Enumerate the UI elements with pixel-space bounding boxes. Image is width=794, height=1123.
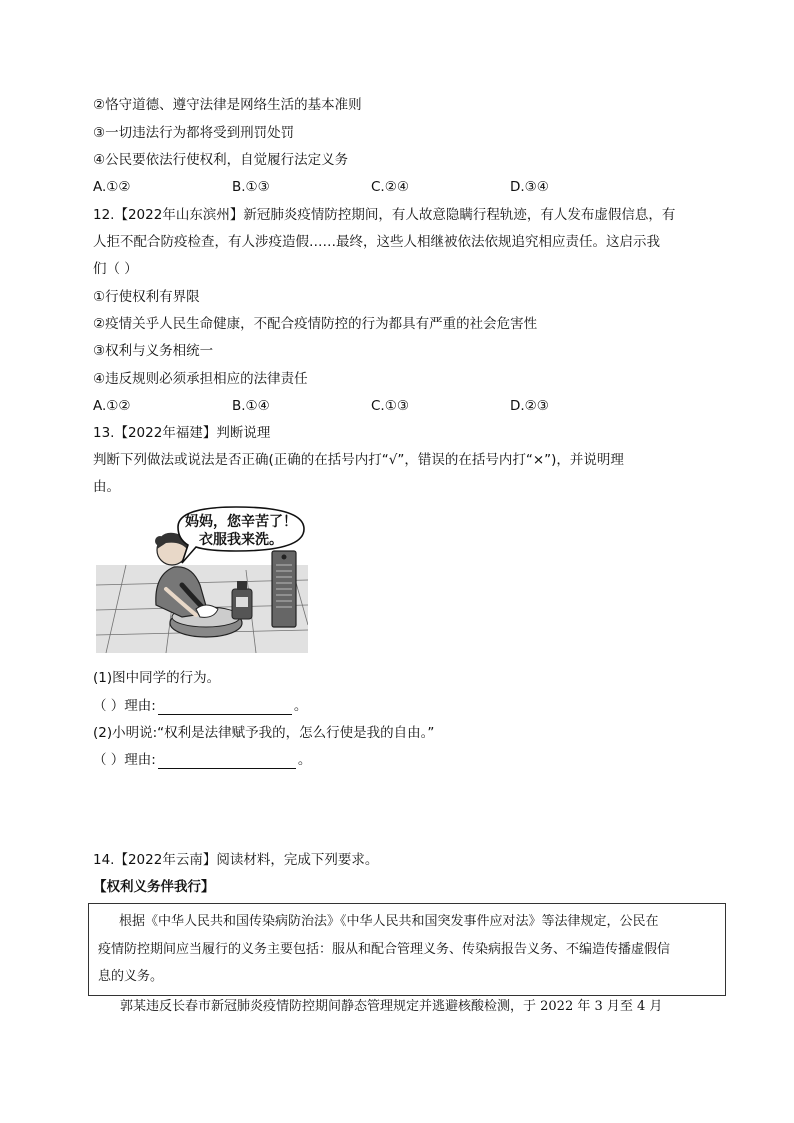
q13-instruction-line2: 由。 xyxy=(93,479,120,495)
q11-statement-2: ②恪守道德、遵守法律是网络生活的基本准则 xyxy=(93,97,362,113)
child-washing-clothes-illustration xyxy=(96,505,308,653)
q11-option-c: C.②④ xyxy=(371,179,409,195)
q12-option-a: A.①② xyxy=(93,398,131,414)
q12-stem-line3: 们（ ） xyxy=(93,261,138,277)
q13-instruction-line1: 判断下列做法或说法是否正确(正确的在括号内打“√”，错误的在括号内打“×”)，并说明理 xyxy=(93,452,624,468)
q11-statement-4: ④公民要依法行使权利，自觉履行法定义务 xyxy=(93,152,349,168)
q14-material-box xyxy=(88,903,726,996)
q13-title: 13.【2022年福建】判断说理 xyxy=(93,425,271,441)
speech-bubble-line1: 妈妈，您辛苦了！ xyxy=(185,514,297,530)
q13-part2-answer xyxy=(93,751,311,769)
q12-option-b: B.①④ xyxy=(232,398,270,414)
q13-part2-period: 。 xyxy=(297,752,312,768)
q11-option-a: A.①② xyxy=(93,179,131,195)
q12-statement-1: ①行使权利有界限 xyxy=(93,289,200,305)
q14-title: 14.【2022年云南】阅读材料，完成下列要求。 xyxy=(93,852,379,868)
q13-part1: (1)图中同学的行为。 xyxy=(93,670,221,686)
q13-part1-reason-label: （ ）理由: xyxy=(93,698,156,714)
q12-stem-line1: 12.【2022年山东滨州】新冠肺炎疫情防控期间，有人故意隐瞒行程轨迹，有人发布虚假信息，有 xyxy=(93,207,676,223)
q13-part2: (2)小明说:“权利是法律赋予我的，怎么行使是我的自由。” xyxy=(93,725,435,741)
q12-option-c: C.①③ xyxy=(371,398,409,414)
q14-material-line2: 疫情防控期间应当履行的义务主要包括：服从和配合管理义务、传染病报告义务、不编造传播虚假信 xyxy=(98,942,671,957)
q14-section-heading: 【权利义务伴我行】 xyxy=(93,879,215,895)
q13-part2-answer-blank[interactable] xyxy=(158,754,296,769)
speech-bubble-line2: 衣服我来洗。 xyxy=(199,532,283,548)
q14-material-continuation: 郭某违反长春市新冠肺炎疫情防控期间静态管理规定并逃避核酸检测，于 2022 年 3 月至 4 月 xyxy=(120,999,663,1014)
q12-stem-line2: 人拒不配合防疫检查，有人涉疫造假……最终，这些人相继被依法依规追究相应责任。这启示我 xyxy=(93,234,660,250)
q14-material-line1: 根据《中华人民共和国传染病防治法》《中华人民共和国突发事件应对法》等法律规定，公民在 xyxy=(119,914,659,929)
q13-part1-period: 。 xyxy=(293,698,308,714)
q11-option-b: B.①③ xyxy=(232,179,270,195)
q12-statement-4: ④违反规则必须承担相应的法律责任 xyxy=(93,371,308,387)
q13-part1-answer-blank[interactable] xyxy=(158,700,292,715)
q12-statement-3: ③权利与义务相统一 xyxy=(93,343,214,359)
q13-part1-answer xyxy=(93,697,307,715)
q11-statement-3: ③一切违法行为都将受到刑罚处罚 xyxy=(93,125,295,141)
q14-material-line3: 息的义务。 xyxy=(98,969,164,984)
q13-part2-reason-label: （ ）理由: xyxy=(93,752,156,768)
q12-option-d: D.②③ xyxy=(510,398,549,414)
q12-statement-2: ②疫情关乎人民生命健康，不配合疫情防控的行为都具有严重的社会危害性 xyxy=(93,316,538,332)
q11-option-d: D.③④ xyxy=(510,179,549,195)
